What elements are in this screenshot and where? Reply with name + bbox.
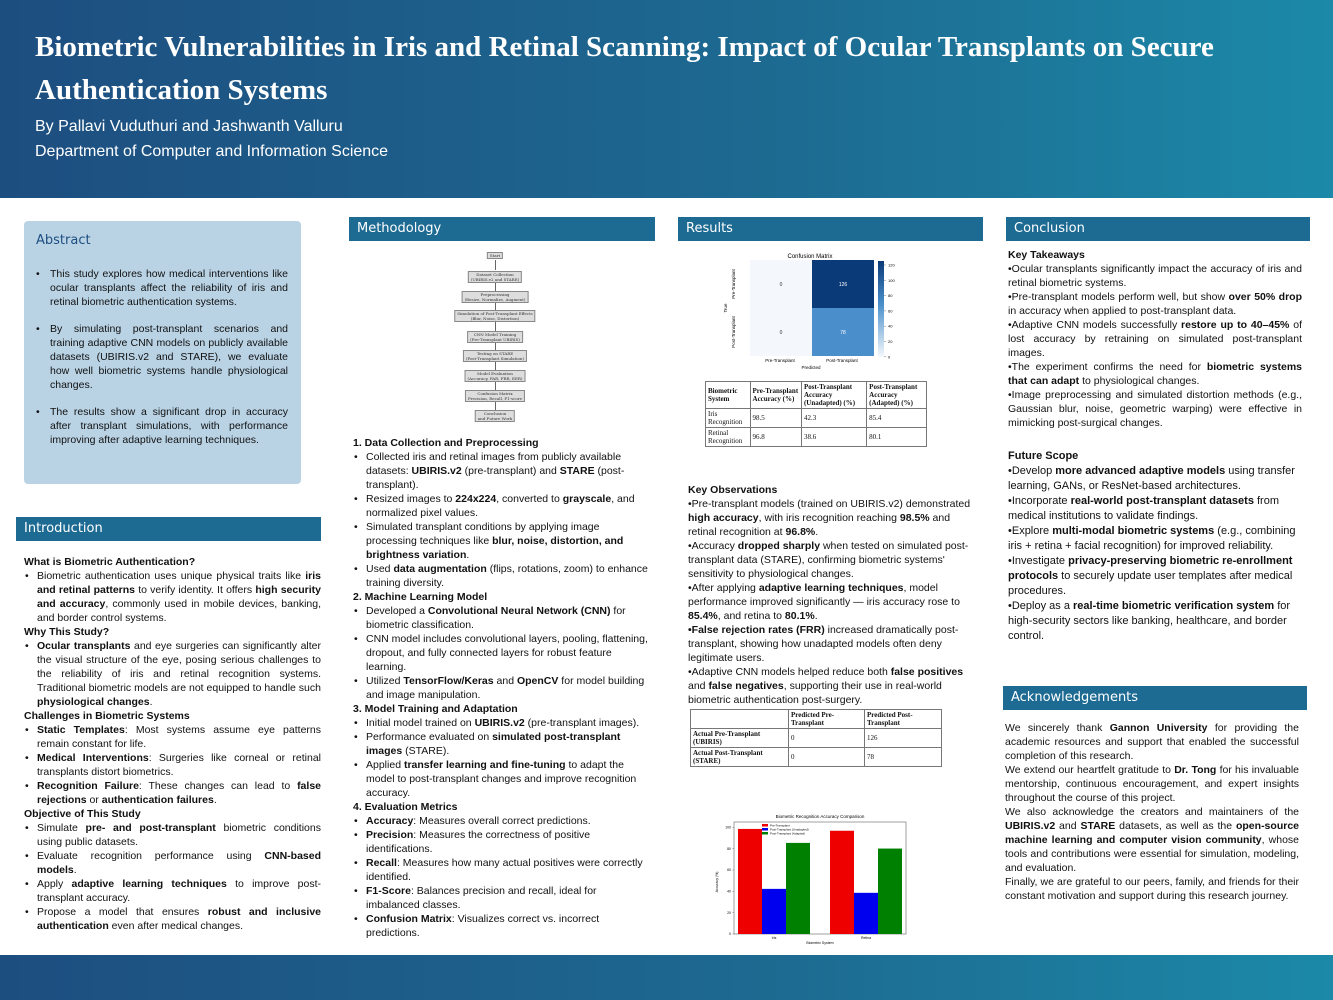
list-item: • Static Templates: Most systems assume eye patterns remain constant for life.: [24, 723, 321, 751]
subheading: Why This Study?: [24, 626, 110, 638]
cm-xlabel: Predicted: [801, 365, 821, 370]
observation: •Adaptive CNN models helped reduce both false positives and false negatives, supporting their use in real-world biometric authentication post-surgery.: [688, 666, 964, 706]
bar: [786, 843, 810, 934]
subheading: 2. Machine Learning Model: [353, 591, 488, 603]
list-item: • Precision: Measures the correctness of positive identifications.: [353, 828, 653, 856]
table-cell: Actual Post-Transplant (STARE): [691, 748, 789, 767]
table-cell: Actual Pre-Transplant (UBIRIS): [691, 729, 789, 748]
abstract-item: • By simulating post-transplant scenarios and training adaptive CNN models on publicly available datasets (UBIRIS.v2 and STARE), we evaluate how well biometric systems handle physiological changes.: [36, 322, 288, 392]
bar: [878, 849, 902, 934]
cm-cell-value: 0: [779, 282, 783, 288]
bar: [762, 889, 786, 934]
cm-col-label: Pre-Transplant: [765, 358, 795, 363]
legend-swatch: [762, 824, 768, 827]
chart-title: Biometric Recognition Accuracy Comparison: [775, 814, 865, 819]
table-row: [706, 382, 927, 409]
list-item: • Simulate pre- and post-transplant biometric conditions using public datasets.: [24, 821, 321, 849]
y-tick-label: 100: [725, 825, 731, 830]
flow-step: Preprocessing (Resize, Normalize, Augment): [462, 291, 529, 303]
list-item: • Propose a model that ensures robust and inclusive authentication even after medical changes.: [24, 905, 321, 933]
acknowledgements-heading: Acknowledgements: [1003, 686, 1307, 710]
subheading: Challenges in Biometric Systems: [24, 710, 190, 722]
introduction-heading: Introduction: [16, 517, 321, 541]
ack-paragraph: Finally, we are grateful to our peers, family, and friends for their constant motivation and support during this research journey.: [1005, 876, 1299, 902]
y-tick-label: 20: [727, 910, 731, 915]
cm-colorbar: [878, 261, 884, 357]
observation: •Accuracy dropped sharply when tested on simulated post-transplant data (STARE), confirming biometric systems' sensitivity to physiological changes.: [688, 540, 969, 580]
ack-paragraph: We extend our heartfelt gratitude to Dr. Tong for his invaluable mentorship, continuous encouragement, and expert insights throughout the course of this project.: [1005, 764, 1299, 804]
table-row: [691, 748, 942, 767]
list-item: • Performance evaluated on simulated post-transplant images (STARE).: [353, 730, 653, 758]
list-item: • Initial model trained on UBIRIS.v2 (pre-transplant images).: [353, 716, 653, 730]
takeaway: •The experiment confirms the need for biometric systems that can adapt to physiological changes.: [1008, 361, 1302, 387]
table-cell: 0: [789, 748, 865, 767]
flow-step: Simulation of Post-Transplant Effects (Blur, Noise, Distortion): [454, 310, 535, 322]
observation: •After applying adaptive learning techniques, model performance improved significantly — iris accuracy rose to 85.4%, and retina to 80.1%.: [688, 582, 960, 622]
cm-ylabel: True: [723, 303, 728, 313]
bar: [854, 893, 878, 934]
flow-step: Start: [487, 252, 503, 259]
authors: By Pallavi Vuduthuri and Jashwanth Valluru: [35, 118, 343, 135]
table-row: [706, 428, 927, 447]
list-item: • Evaluate recognition performance using CNN-based models.: [24, 849, 321, 877]
cm-colorbar-label: 80: [888, 293, 893, 299]
subheading: 3. Model Training and Adaptation: [353, 703, 518, 715]
accuracy-table: [705, 381, 927, 447]
table-header: Post-Transplant Accuracy (Adapted) (%): [867, 382, 927, 409]
flow-step: CNN Model Training (Pre-Transplant UBIRIS): [467, 331, 523, 343]
legend-swatch: [762, 828, 768, 831]
observations: [688, 483, 978, 707]
bar: [738, 829, 762, 934]
flow-arrow: [495, 283, 496, 291]
table-header: Pre-Transplant Accuracy (%): [750, 382, 801, 409]
legend-label: Post-Transplant (Unadapted): [770, 827, 809, 832]
future-item: •Incorporate real-world post-transplant datasets from medical institutions to validate findings.: [1008, 495, 1279, 522]
takeaway: •Adaptive CNN models successfully restore up to 40–45% of lost accuracy by retraining on simulated post-transplant images.: [1008, 319, 1302, 359]
future-item: •Deploy as a real-time biometric verification system for high-security sectors like banking, healthcare, and border control.: [1008, 600, 1291, 642]
list-item: • Confusion Matrix: Visualizes correct vs. incorrect predictions.: [353, 912, 653, 940]
flow-arrow: [495, 260, 496, 270]
confusion-matrix: [720, 250, 910, 370]
ack-paragraph: We sincerely thank Gannon University for providing the academic resources and support that enabled the successful completion of this research.: [1005, 722, 1299, 762]
table-cell: 0: [789, 729, 865, 748]
flow-step: Model Evaluation (Accuracy, FAR, FRR, EER): [465, 370, 526, 382]
table-row: [706, 409, 927, 428]
ack-paragraph: We also acknowledge the creators and maintainers of the UBIRIS.v2 and STARE datasets, as well as the open-source machine learning and computer vision community, whose tools and contributions were essential for simulation, modeling, and evaluation.: [1005, 806, 1299, 874]
future-item: •Develop more advanced adaptive models using transfer learning, GANs, or ResNet-based architectures.: [1008, 465, 1295, 492]
flow-step: Dataset Collection (UBIRIS.v2 and STARE): [468, 271, 522, 283]
list-item: • CNN model includes convolutional layers, pooling, flattening, dropout, and fully connected layers for robust feature learning.: [353, 632, 653, 674]
legend-label: Pre-Transplant: [770, 823, 790, 828]
list-item: • Accuracy: Measures overall correct predictions.: [353, 814, 653, 828]
table-row: [691, 710, 942, 729]
prediction-table: [690, 709, 942, 767]
flow-arrow: [495, 382, 496, 390]
abstract-list: [36, 267, 288, 460]
table-cell: 78: [865, 748, 942, 767]
x-tick-label: Retina: [860, 936, 872, 940]
cm-colorbar-label: 40: [888, 323, 893, 329]
list-item: • Apply adaptive learning techniques to improve post-transplant accuracy.: [24, 877, 321, 905]
list-item: • Recognition Failure: These changes can lead to false rejections or authentication failures.: [24, 779, 321, 807]
poster-header: [0, 0, 1333, 198]
cm-colorbar-label: 60: [888, 308, 893, 314]
table-cell: 42.3: [801, 409, 866, 428]
y-tick-label: 0: [729, 932, 731, 937]
flow-step: Confusion Matrix Precision, Recall, F1-score: [465, 390, 525, 402]
cm-title: Confusion Matrix: [787, 254, 833, 260]
subheading: 4. Evaluation Metrics: [353, 801, 458, 813]
results-heading: Results: [678, 217, 983, 241]
table-header: Predicted Post-Transplant: [865, 710, 942, 729]
abstract-box: [24, 221, 301, 484]
y-tick-label: 40: [727, 889, 731, 894]
cm-row-label: Post-Transplant: [731, 316, 736, 348]
table-cell: Iris Recognition: [706, 409, 751, 428]
acknowledgements-body: [1005, 721, 1299, 903]
department: Department of Computer and Information Science: [35, 143, 389, 160]
subheading: Future Scope: [1008, 450, 1079, 462]
abstract-heading: Abstract: [36, 233, 91, 248]
list-item: • Applied transfer learning and fine-tuning to adapt the model to post-transplant changes and improve recognition accuracy.: [353, 758, 653, 800]
poster-footer: [0, 955, 1333, 1000]
chart-xlabel: Biometric System: [806, 941, 834, 945]
methodology-heading: Methodology: [349, 217, 655, 241]
flow-arrow: [495, 322, 496, 331]
cm-cell-value: 0: [779, 330, 783, 336]
conclusion-heading: Conclusion: [1006, 217, 1310, 241]
table-cell: 126: [865, 729, 942, 748]
list-item: • Resized images to 224x224, converted to grayscale, and normalized pixel values.: [353, 492, 653, 520]
table-cell: 98.5: [750, 409, 801, 428]
flow-step: Testing on STARE (Post-Transplant Simulation): [463, 350, 527, 362]
bar: [830, 831, 854, 934]
introduction-body: [24, 555, 321, 933]
table-cell: 38.6: [801, 428, 866, 447]
cm-colorbar-label: 100: [888, 277, 895, 283]
cm-colorbar-label: 0: [888, 354, 891, 360]
list-item: • Recall: Measures how many actual positives were correctly identified.: [353, 856, 653, 884]
y-tick-label: 60: [727, 868, 731, 873]
table-cell: Retinal Recognition: [706, 428, 751, 447]
table-cell: 85.4: [867, 409, 927, 428]
table-cell: 96.8: [750, 428, 801, 447]
list-item: • Collected iris and retinal images from publicly available datasets: UBIRIS.v2 (pre-transplant) and STARE (post-transplant).: [353, 450, 653, 492]
table-header: Biometric System: [706, 382, 751, 409]
cm-cell-value: 126: [838, 282, 848, 288]
legend-label: Post-Transplant (Adapted): [770, 831, 806, 836]
list-item: • Ocular transplants and eye surgeries can significantly alter the visual structure of the eye, posing serious challenges to the reliability of iris and retinal recognition systems. Traditional biometric models are not equipped to handle such physiological changes.: [24, 639, 321, 709]
abstract-item: • The results show a significant drop in accuracy after transplant simulations, with performance improving after adaptive learning techniques.: [36, 405, 288, 447]
y-tick-label: 80: [727, 846, 731, 851]
list-item: • Medical Interventions: Surgeries like corneal or retinal transplants distort biometrics.: [24, 751, 321, 779]
conclusion-body: [1008, 248, 1302, 430]
cm-colorbar-label: 20: [888, 339, 893, 344]
subheading: Key Observations: [688, 484, 778, 496]
subheading: Key Takeaways: [1008, 249, 1085, 261]
cm-row-label: Pre-Transplant: [731, 269, 736, 299]
accuracy-bar-chart: [710, 812, 910, 947]
cm-colorbar-label: 120: [888, 262, 895, 268]
takeaway: •Ocular transplants significantly impact the accuracy of iris and retinal biometric systems.: [1008, 263, 1302, 289]
table-cell: 80.1: [867, 428, 927, 447]
x-tick-label: Iris: [771, 936, 777, 940]
takeaway: •Image preprocessing and simulated distortion methods (e.g., Gaussian blur, noise, geometric warping) were effective in mimicking post-surgical changes.: [1008, 389, 1302, 429]
methodology-body: [353, 436, 653, 940]
table-row: [691, 729, 942, 748]
future-item: •Investigate privacy-preserving biometric re-enrollment protocols to securely update user templates after medical procedures.: [1008, 555, 1293, 597]
legend-swatch: [762, 832, 768, 835]
list-item: • Simulated transplant conditions by applying image processing techniques like blur, noise, distortion, and brightness variation.: [353, 520, 653, 562]
subheading: Objective of This Study: [24, 808, 141, 820]
cm-col-label: Post-Transplant: [826, 358, 858, 363]
list-item: • Used data augmentation (flips, rotations, zoom) to enhance training diversity.: [353, 562, 653, 590]
observation: •Pre-transplant models (trained on UBIRIS.v2) demonstrated high accuracy, with iris recognition reaching 98.5% and retinal recognition at 96.8%.: [688, 498, 971, 538]
cm-cell-value: 78: [840, 330, 846, 336]
takeaway: •Pre-transplant models perform well, but show over 50% drop in accuracy when applied to post-transplant data.: [1008, 291, 1302, 317]
table-header: Post-Transplant Accuracy (Unadapted) (%): [801, 382, 866, 409]
table-header: [691, 710, 789, 729]
flow-arrow: [495, 402, 496, 410]
poster-title: Biometric Vulnerabilities in Iris and Retinal Scanning: Impact of Ocular Transplants on Secure Authentication Systems: [35, 31, 1214, 106]
list-item: • F1-Score: Balances precision and recall, ideal for imbalanced classes.: [353, 884, 653, 912]
subheading: What is Biometric Authentication?: [24, 556, 196, 568]
list-item: • Utilized TensorFlow/Keras and OpenCV for model building and image manipulation.: [353, 674, 653, 702]
chart-ylabel: Accuracy (%): [715, 871, 719, 893]
flow-step: Conclusion and Future Work: [475, 410, 515, 422]
observation: •False rejection rates (FRR) increased dramatically post-transplant, showing how unadapted models often deny legitimate users.: [688, 624, 959, 664]
abstract-item: • This study explores how medical interventions like ocular transplants affect the reliability of iris and retinal biometric authentication systems.: [36, 267, 288, 309]
subheading: 1. Data Collection and Preprocessing: [353, 437, 539, 449]
table-header: Predicted Pre-Transplant: [789, 710, 865, 729]
list-item: • Biometric authentication uses unique physical traits like iris and retinal patterns to verify identity. It offers high security and accuracy, commonly used in mobile devices, banking, and border control systems.: [24, 569, 321, 625]
methodology-flowchart: [430, 250, 560, 425]
future-scope: [1008, 449, 1302, 644]
future-item: •Explore multi-modal biometric systems (e.g., combining iris + retina + facial recognition) for improved reliability.: [1008, 525, 1296, 552]
list-item: • Developed a Convolutional Neural Network (CNN) for biometric classification.: [353, 604, 653, 632]
